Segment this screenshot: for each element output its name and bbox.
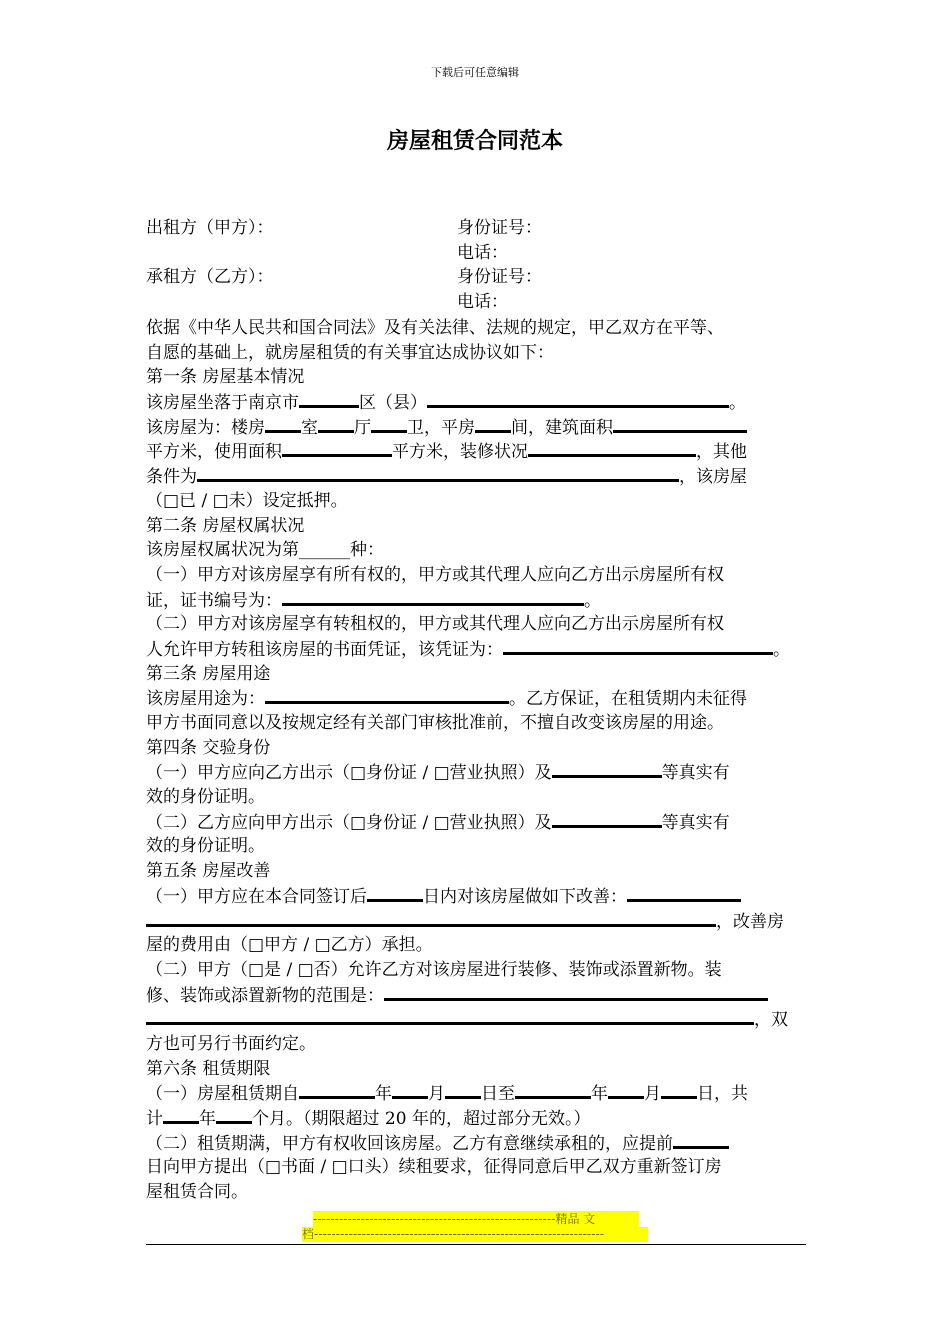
blank-building-area[interactable] xyxy=(613,415,747,433)
article-1-title: 第一条 房屋基本情况 xyxy=(146,367,305,388)
blank-city-district[interactable] xyxy=(299,390,359,408)
article-5-line: （二）甲方（□是 / □否）允许乙方对该房屋进行装修、装饰或添置新物。装 xyxy=(146,959,722,980)
blank-usable-area[interactable] xyxy=(282,439,392,457)
lessor-label: 出租方（甲方）： xyxy=(146,218,274,238)
article-5-line: ，改善房 xyxy=(146,909,796,934)
article-3-line: 甲方书面同意以及按规定经有关部门审核批准前，不擅自改变该房屋的用途。 xyxy=(146,713,724,733)
article-1-line: 平方米，使用面积 平方米，装修状况 ，其他 xyxy=(146,439,796,464)
blank-start-day[interactable] xyxy=(445,1081,481,1099)
article-5-line: （一）甲方应在本合同签订后 日内对该房屋做如下改善： xyxy=(146,884,796,909)
blank-start-year[interactable] xyxy=(299,1081,375,1099)
blank-rooms[interactable] xyxy=(265,415,301,433)
blank-renewal-notice-days[interactable] xyxy=(673,1131,729,1149)
article-6-line: （二）租赁期满，甲方有权收回该房屋。乙方有意继续承租的，应提前 xyxy=(146,1131,796,1156)
lessor-id-label: 身份证号： xyxy=(457,218,542,238)
blank-decoration-scope[interactable] xyxy=(384,983,768,1001)
article-6-line: （一）房屋租赁期自 年 月 日至 年 月 日，共 xyxy=(146,1081,796,1106)
article-1-line: 该房屋坐落于南京市 区（县） 。 xyxy=(146,390,796,415)
article-5-line: 方也可另行书面约定。 xyxy=(146,1033,316,1054)
article-5-line: 修、装饰或添置新物的范围是： xyxy=(146,983,796,1008)
article-6-title: 第六条 租赁期限 xyxy=(146,1058,271,1079)
article-4-line: （一）甲方应向乙方出示（□身份证 / □营业执照）及 等真实有 xyxy=(146,760,796,785)
blank-other-conditions[interactable] xyxy=(197,464,679,482)
article-1-line: 条件为 ，该房屋 xyxy=(146,464,796,489)
blank-improvements[interactable] xyxy=(627,884,741,902)
article-5-title: 第五条 房屋改善 xyxy=(146,861,271,882)
blank-address[interactable] xyxy=(427,390,729,408)
blank-lessee-id-docs[interactable] xyxy=(552,810,662,828)
lessee-phone-label: 电话： xyxy=(457,292,508,312)
intro-line: 依据《中华人民共和国合同法》及有关法律、法规的规定，甲乙双方在平等、 xyxy=(146,318,724,338)
blank-start-month[interactable] xyxy=(392,1081,428,1099)
intro-line: 自愿的基础上，就房屋租赁的有关事宜达成协议如下： xyxy=(146,342,554,363)
lessee-id-label: 身份证号： xyxy=(457,267,542,287)
blank-end-month[interactable] xyxy=(608,1081,644,1099)
article-5-line: 屋的费用由（□甲方 / □乙方）承担。 xyxy=(146,935,433,956)
footer-watermark-line: --------------------------------------------------------精品 文 xyxy=(313,1211,639,1227)
article-6-line: 计 年 个月。（期限超过 20 年的，超过部分无效。） xyxy=(146,1106,796,1131)
blank-improvements-cont[interactable] xyxy=(146,909,716,927)
footer-watermark-line: 档------------------------------------------------------------------- xyxy=(302,1227,648,1242)
blank-baths[interactable] xyxy=(371,415,407,433)
lessor-phone-label: 电话： xyxy=(457,243,508,263)
article-2-line: 人允许甲方转租该房屋的书面凭证，该凭证为： 。 xyxy=(146,637,796,662)
article-1-line: （□已 / □未）设定抵押。 xyxy=(146,490,348,511)
lessee-label: 承租方（乙方）： xyxy=(146,267,274,287)
article-4-line: （二）乙方应向甲方出示（□身份证 / □营业执照）及 等真实有 xyxy=(146,810,796,835)
blank-sublease-voucher[interactable] xyxy=(503,637,773,655)
article-4-line: 效的身份证明。 xyxy=(146,836,265,857)
page-header-note: 下载后可任意编辑 xyxy=(431,66,519,79)
blank-end-year[interactable] xyxy=(515,1081,591,1099)
footer-divider xyxy=(146,1244,806,1245)
article-2-line: 该房屋权属状况为第______种： xyxy=(146,540,384,561)
blank-improve-days[interactable] xyxy=(367,884,423,902)
article-3-title: 第三条 房屋用途 xyxy=(146,663,271,684)
article-6-line: 日向甲方提出（□书面 / □口头）续租要求，征得同意后甲乙双方重新签订房 xyxy=(146,1157,722,1178)
article-2-line: （一）甲方对该房屋享有所有权的，甲方或其代理人应向乙方出示房屋所有权 xyxy=(146,564,724,585)
blank-bungalow-rooms[interactable] xyxy=(475,415,511,433)
blank-total-months[interactable] xyxy=(216,1106,252,1124)
article-3-line: 该房屋用途为： 。乙方保证，在租赁期内未征得 xyxy=(146,686,796,711)
blank-lessor-id-docs[interactable] xyxy=(552,760,662,778)
article-1-line: 该房屋为：楼房 室 厅 卫，平房 间，建筑面积 xyxy=(146,415,796,440)
article-4-title: 第四条 交验身份 xyxy=(146,737,271,758)
document-title: 房屋租赁合同范本 xyxy=(386,128,563,154)
article-6-line: 屋租赁合同。 xyxy=(146,1182,248,1203)
article-2-title: 第二条 房屋权属状况 xyxy=(146,515,305,536)
article-4-line: 效的身份证明。 xyxy=(146,787,265,808)
article-2-line: （二）甲方对该房屋享有转租权的，甲方或其代理人应向乙方出示房屋所有权 xyxy=(146,614,724,635)
blank-house-use[interactable] xyxy=(265,686,509,704)
blank-total-years[interactable] xyxy=(163,1106,199,1124)
blank-decoration[interactable] xyxy=(528,439,696,457)
blank-decoration-scope-cont[interactable] xyxy=(146,1007,754,1025)
article-5-line: ，双 xyxy=(146,1007,796,1032)
blank-certificate-no[interactable] xyxy=(282,588,584,606)
contract-body xyxy=(146,316,796,1205)
blank-halls[interactable] xyxy=(318,415,354,433)
blank-end-day[interactable] xyxy=(661,1081,697,1099)
article-2-line: 证，证书编号为： 。 xyxy=(146,588,796,613)
